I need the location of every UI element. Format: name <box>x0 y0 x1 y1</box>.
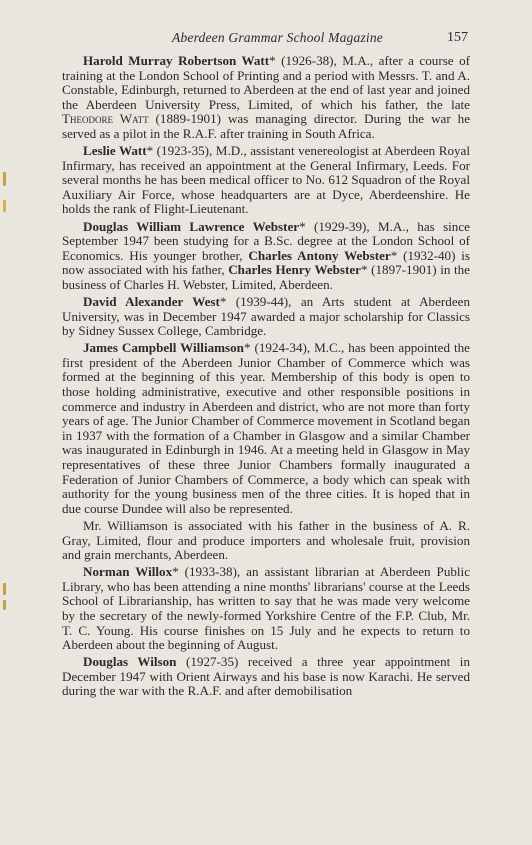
entry-text: * (1939-44), an Arts student at Aberdeen University, was in December 1947 awarded a major scholarship for Classics by Sidney Sussex College, Cambridge. <box>62 294 470 339</box>
entry-text: Mr. Williamson is associated with his father in the business of A. R. Gray, Limited, flour and produce importers and wholesale fruit, provision and grain merchants, Aberdeen. <box>62 517 470 563</box>
page-header <box>62 30 470 48</box>
margin-mark <box>3 600 6 610</box>
person-name: Norman Willox <box>83 564 173 580</box>
person-name: David Alexander West <box>83 294 220 309</box>
entry-david-west <box>62 295 470 339</box>
entry-leslie-watt <box>62 144 470 217</box>
entry-james-williamson <box>62 341 470 516</box>
entry-text: * (1933-38), an assistant librarian at Aberdeen Public Library, who has been attending a nine months' librarians' course at the Leeds School of Librarianship, has written to say that he was made very welcome by the secretary of the newly-formed Yorkshire Centre of the F.P. Club, Mr. T. C. Young. His course finishes on 15 July and he expects to return to Aberdeen about the beginning of August. <box>62 564 471 653</box>
entry-text: * (1926-38), M.A., after a course of training at the London School of Printing and a period with Messrs. T. and A. Constable, Edinburgh, returned to Aberdeen at the end of last year and joined the Aberdeen University Press, Limited, of which his father, the late <box>62 53 470 112</box>
entry-douglas-webster <box>62 220 470 293</box>
entry-text: * (1897-1901) in the business of Charles H. Webster, Limited, Aberdeen. <box>62 262 470 292</box>
running-title: Aberdeen Grammar School Magazine <box>172 30 383 45</box>
margin-mark <box>3 200 6 212</box>
entry-williamson-continued <box>62 519 470 563</box>
person-name-small-caps: Theodore Watt <box>62 111 149 127</box>
person-name: Charles Antony Webster <box>248 247 391 263</box>
person-name: Douglas William Lawrence Webster <box>83 218 300 234</box>
entry-text: * (1929-39), M.A., has since September 1947 been studying for a B.Sc. degree at the London School of Economics. His younger brother, <box>62 218 470 263</box>
entry-douglas-wilson <box>62 655 470 699</box>
person-name: Harold Murray Robertson Watt <box>83 53 270 68</box>
margin-mark <box>3 172 6 186</box>
person-name: Douglas Wilson <box>83 654 177 670</box>
margin-mark <box>3 583 6 595</box>
entry-text: * (1923-35), M.D., assistant venereologist at Aberdeen Royal Infirmary, has received an appointment at the General Infirmary, Leeds. For several months he has been medical officer to No. 612 Squadron of the Royal Auxiliary Air Force, whose headquarters are at Dyce, Aberdeenshire. He holds the rank of Flight-Lieutenant. <box>62 143 470 217</box>
article-body <box>62 54 470 702</box>
entry-text: (1889-1901) was managing director. During the war he served as a pilot in the R.A.F. after training in South Africa. <box>62 111 471 141</box>
entry-text: (1927-35) received a three year appointment in December 1947 with Orient Airways and his base is now Karachi. He served during the war with the R.A.F. and after demobilisation <box>62 654 470 699</box>
entry-text: * (1924-34), M.C., has been appointed the first president of the Aberdeen Junior Chamber of Commerce which was formed at the beginning of this year. Membership of this body is open to those holding administrative, executive and other responsible positions in commerce and industry in Aberdeen and district, who are not more than forty years of age. The Junior Chamber of Commerce movement in Scotland began in 1937 with the formation of a Chamber in Glasgow and a similar Chamber was inaugurated in Edinburgh in 1946. At a meeting held in Glasgow in May representatives of these three Junior Chambers formally inaugurated a Federation of Junior Chambers of Commerce, a body which can speak with authority for the young business men of the three cities. It is hoped that in due course Dundee will also be represented. <box>62 340 470 516</box>
person-name: Leslie Watt <box>83 143 147 159</box>
person-name: Charles Henry Webster <box>228 262 361 278</box>
page-number: 157 <box>447 30 468 45</box>
entry-text: * (1932-40) is now associated with his father, <box>62 247 470 278</box>
entry-harold-watt <box>62 54 470 142</box>
person-name: James Campbell Williamson <box>83 340 244 356</box>
entry-norman-willox <box>62 565 470 653</box>
